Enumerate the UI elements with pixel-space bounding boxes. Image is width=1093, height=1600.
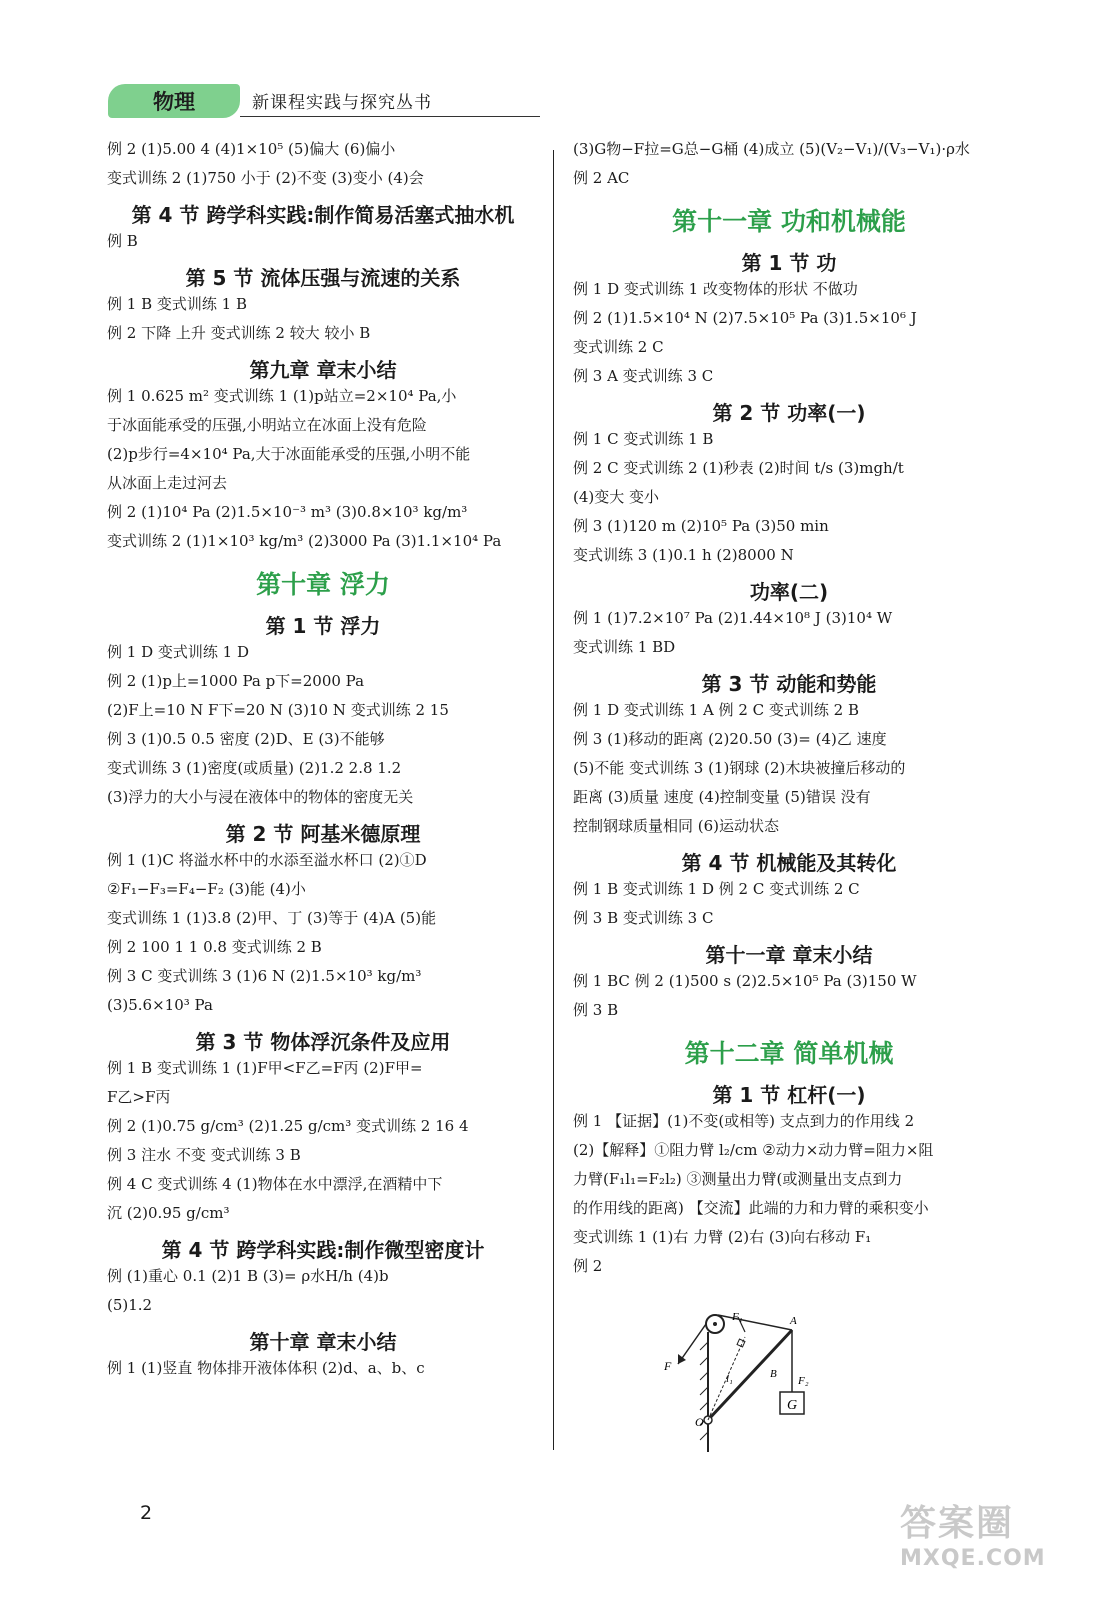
section-title: 第 1 节 杠杆(一) xyxy=(712,1083,866,1107)
section-title: 第 5 节 流体压强与流速的关系 xyxy=(185,266,461,290)
answer-line: 距离 (3)质量 速度 (4)控制变量 (5)错误 没有 xyxy=(573,788,871,806)
answer-line: 控制钢球质量相同 (6)运动状态 xyxy=(573,817,780,835)
label-l1: l₁ xyxy=(726,1373,733,1385)
section-title: 第 1 节 功 xyxy=(741,251,837,275)
answer-line: 例 (1)重心 0.1 (2)1 B (3)= ρ水H/h (4)b xyxy=(107,1267,389,1285)
section-title: 第十章 章末小结 xyxy=(249,1330,397,1354)
answer-line: 例 1 (1)7.2×10⁷ Pa (2)1.44×10⁸ J (3)10⁴ W xyxy=(573,609,893,627)
label-a: A xyxy=(790,1315,797,1327)
watermark-logo: 答案圈 xyxy=(900,1503,1015,1544)
page-number: 2 xyxy=(140,1502,153,1524)
answer-line: 变式训练 3 (1)0.1 h (2)8000 N xyxy=(573,546,794,564)
subject-badge: 物理 xyxy=(108,84,240,118)
answer-line: 变式训练 2 (1)1×10³ kg/m³ (2)3000 Pa (3)1.1×10⁴ Pa xyxy=(107,532,502,550)
left-column xyxy=(107,140,539,1388)
page-header xyxy=(100,82,520,122)
section-title: 第 4 节 机械能及其转化 xyxy=(681,851,897,875)
label-f: F xyxy=(664,1359,672,1373)
answer-line: 例 2 (1)0.75 g/cm³ (2)1.25 g/cm³ 变式训练 2 16 4 xyxy=(107,1117,469,1135)
answer-line: 例 2 (1)10⁴ Pa (2)1.5×10⁻³ m³ (3)0.8×10³ kg/m³ xyxy=(107,503,468,521)
answer-line: 例 2 AC xyxy=(573,169,630,187)
label-f1: F₁ xyxy=(732,1311,743,1323)
section-title: 第 4 节 跨学科实践:制作简易活塞式抽水机 xyxy=(131,203,515,227)
label-b: B xyxy=(770,1368,777,1380)
right-column xyxy=(573,140,1005,1286)
answer-line: 变式训练 1 (1)3.8 (2)甲、丁 (3)等于 (4)A (5)能 xyxy=(107,909,437,927)
answer-line: 力臂(F₁l₁=F₂l₂) ③测量出力臂(或测量出支点到力 xyxy=(573,1170,903,1188)
answer-line: 变式训练 1 (1)右 力臂 (2)右 (3)向右移动 F₁ xyxy=(573,1228,872,1246)
answer-line: 例 1 D 变式训练 1 A 例 2 C 变式训练 2 B xyxy=(573,701,859,719)
answer-line: 例 3 (1)120 m (2)10⁵ Pa (3)50 min xyxy=(573,517,829,535)
answer-line: 例 2 下降 上升 变式训练 2 较大 较小 B xyxy=(107,324,371,342)
column-divider xyxy=(553,150,554,1450)
series-title: 新课程实践与探究丛书 xyxy=(252,93,432,113)
chapter-title: 第十二章 简单机械 xyxy=(684,1039,894,1068)
answer-line: 例 2 xyxy=(573,1257,603,1275)
answer-line: 例 3 B 变式训练 3 C xyxy=(573,909,714,927)
answer-line: (2)p步行=4×10⁴ Pa,大于冰面能承受的压强,小明不能 xyxy=(107,445,471,463)
answer-line: 的作用线的距离) 【交流】此端的力和力臂的乘积变小 xyxy=(573,1199,929,1217)
answer-line: 例 2 C 变式训练 2 (1)秒表 (2)时间 t/s (3)mgh/t xyxy=(573,459,904,477)
answer-line: 例 3 (1)0.5 0.5 密度 (2)D、E (3)不能够 xyxy=(107,730,385,748)
section-title: 功率(二) xyxy=(749,580,829,604)
answer-line: 变式训练 2 C xyxy=(573,338,664,356)
answer-line: 例 1 C 变式训练 1 B xyxy=(573,430,714,448)
answer-line: 例 3 (1)移动的距离 (2)20.50 (3)= (4)乙 速度 xyxy=(573,730,887,748)
answer-line: 例 1 D 变式训练 1 D xyxy=(107,643,249,661)
answer-line: (5)不能 变式训练 3 (1)钢球 (2)木块被撞后移动的 xyxy=(573,759,906,777)
answer-line: 例 1 B 变式训练 1 D 例 2 C 变式训练 2 C xyxy=(573,880,860,898)
answer-line: 例 1 B 变式训练 1 B xyxy=(107,295,247,313)
answer-line: 沉 (2)0.95 g/cm³ xyxy=(107,1204,230,1222)
answer-line: 例 1 D 变式训练 1 改变物体的形状 不做功 xyxy=(573,280,858,298)
label-o: O xyxy=(695,1415,704,1429)
section-title: 第十一章 章末小结 xyxy=(705,943,873,967)
answer-line: (5)1.2 xyxy=(107,1296,153,1314)
answer-line: (2)F上=10 N F下=20 N (3)10 N 变式训练 2 15 xyxy=(107,701,449,719)
answer-line: 例 1 (1)C 将溢水杯中的水添至溢水杯口 (2)①D xyxy=(107,851,427,869)
answer-line: 例 3 C 变式训练 3 (1)6 N (2)1.5×10³ kg/m³ xyxy=(107,967,422,985)
answer-line: 例 1 B 变式训练 1 (1)F甲<F乙=F丙 (2)F甲= xyxy=(107,1059,423,1077)
answer-line: 例 3 B xyxy=(573,1001,619,1019)
answer-line: 于冰面能承受的压强,小明站立在冰面上没有危险 xyxy=(107,416,427,434)
answer-line: 例 2 (1)5.00 4 (4)1×10⁵ (5)偏大 (6)偏小 xyxy=(107,140,396,158)
answer-line: 变式训练 3 (1)密度(或质量) (2)1.2 2.8 1.2 xyxy=(107,759,402,777)
chapter-title: 第十一章 功和机械能 xyxy=(672,207,906,236)
section-title: 第 1 节 浮力 xyxy=(265,614,381,638)
section-title: 第 3 节 动能和势能 xyxy=(701,672,877,696)
answer-line: 例 3 A 变式训练 3 C xyxy=(573,367,714,385)
answer-line: F乙>F丙 xyxy=(107,1088,171,1106)
chapter-title: 第十章 浮力 xyxy=(256,570,390,599)
answer-line: 例 3 注水 不变 变式训练 3 B xyxy=(107,1146,301,1164)
answer-line: 例 1 BC 例 2 (1)500 s (2)2.5×10⁵ Pa (3)150 W xyxy=(573,972,917,990)
answer-line: 例 2 (1)1.5×10⁴ N (2)7.5×10⁵ Pa (3)1.5×10⁶ J xyxy=(573,309,917,327)
watermark xyxy=(900,1495,1070,1570)
answer-line: (3)5.6×10³ Pa xyxy=(107,996,213,1014)
answer-line: (3)G物−F拉=G总−G桶 (4)成立 (5)(V₂−V₁)/(V₃−V₁)·ρ水 xyxy=(573,140,970,158)
section-title: 第 4 节 跨学科实践:制作微型密度计 xyxy=(161,1238,485,1262)
label-f2: F₂ xyxy=(798,1375,809,1387)
label-g: G xyxy=(786,1398,798,1413)
section-title: 第九章 章末小结 xyxy=(249,358,397,382)
answer-line: 例 1 0.625 m² 变式训练 1 (1)p站立=2×10⁴ Pa,小 xyxy=(107,387,457,405)
answer-line: (4)变大 变小 xyxy=(573,488,660,506)
answer-line: ②F₁−F₃=F₄−F₂ (3)能 (4)小 xyxy=(107,880,306,898)
section-title: 第 2 节 功率(一) xyxy=(712,401,866,425)
answer-line: 变式训练 1 BD xyxy=(573,638,676,656)
header-rule xyxy=(240,116,540,117)
answer-line: 例 2 100 1 1 0.8 变式训练 2 B xyxy=(107,938,322,956)
answer-line: 例 2 (1)p上=1000 Pa p下=2000 Pa xyxy=(107,672,365,690)
section-title: 第 2 节 阿基米德原理 xyxy=(225,822,421,846)
answer-line: 从冰面上走过河去 xyxy=(107,474,228,492)
answer-line: (3)浮力的大小与浸在液体中的物体的密度无关 xyxy=(107,788,414,806)
answer-line: 例 4 C 变式训练 4 (1)物体在水中漂浮,在酒精中下 xyxy=(107,1175,443,1193)
lever-diagram xyxy=(620,1302,820,1452)
answer-line: 例 1 【证据】(1)不变(或相等) 支点到力的作用线 2 xyxy=(573,1112,915,1130)
answer-line: 例 1 (1)竖直 物体排开液体体积 (2)d、a、b、c xyxy=(107,1359,425,1377)
watermark-url: MXQE.COM xyxy=(900,1546,1046,1571)
answer-line: 例 B xyxy=(107,232,138,250)
answer-line: 变式训练 2 (1)750 小于 (2)不变 (3)变小 (4)会 xyxy=(107,169,424,187)
section-title: 第 3 节 物体浮沉条件及应用 xyxy=(195,1030,451,1054)
answer-line: (2)【解释】①阻力臂 l₂/cm ②动力×动力臂=阻力×阻 xyxy=(573,1141,934,1159)
